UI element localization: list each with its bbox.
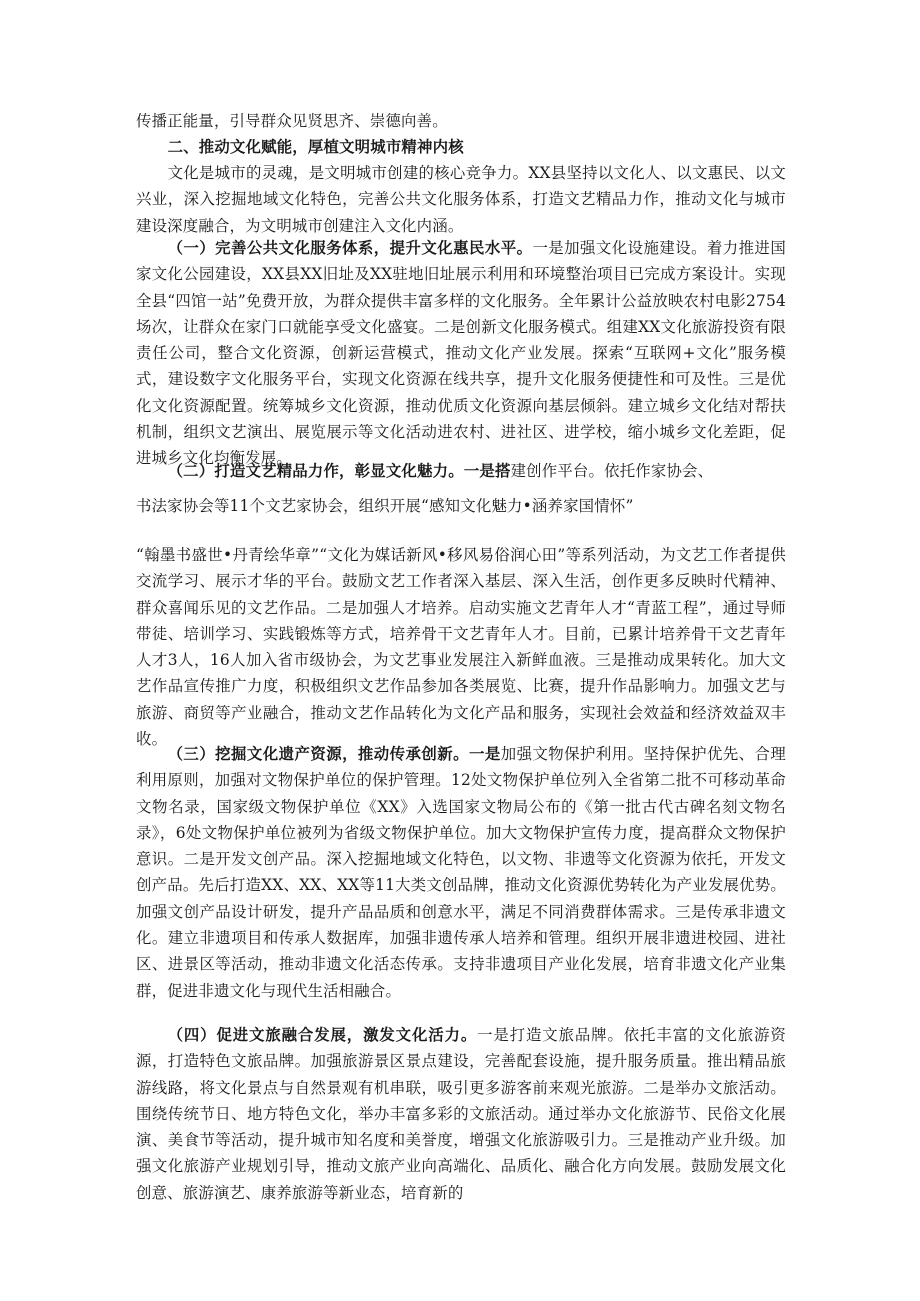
section-two-intro: 文化是城市的灵魂，是文明城市创建的核心竞争力。XX县坚持以文化人、以文惠民、以文兴业，深入挖掘地域文化特色，完善公共文化服务体系，打造文艺精品力作，推动文化与城市建设深度融合，为文明城市创建注入文化内涵。	[136, 164, 786, 235]
subsection-three-paragraph	[136, 741, 786, 1004]
paragraph-tail-text: 传播正能量，引导群众见贤思齐、崇德向善。	[136, 112, 448, 130]
subsection-four-heading: （四）促进文旅融合发展，激发文化活力。	[167, 1026, 478, 1044]
subsection-one-body: 一是加强文化设施建设。着力推进国家文化公园建设，XX县XX旧址及XX驻地旧址展示利用和环境整治项目已完成方案设计。实现全县“四馆一站”免费开放，为群众提供丰富多样的文化服务。全年累计公益放映农村电影2754场次，让群众在家门口就能享受文化盛宴。二是创新文化服务模式。组建XX文化旅游投资有限责任公司，整合文化资源，创新运营模式，推动文化产业发展。探索“互联网+文化”服务模式，建设数字文化服务平台，实现文化资源在线共享，提升文化服务便捷性和可及性。三是优化文化资源配置。统筹城乡文化资源，推动优质文化资源向基层倾斜。建立城乡文化结对帮扶机制，组织文艺演出、展览展示等文化活动进农村、进社区、进学校，缩小城乡文化差距，促进城乡文化均衡发展。	[136, 239, 786, 468]
subsection-four-paragraph	[136, 1022, 786, 1206]
subsection-three-body: 加强文物保护利用。坚持保护优先、合理利用原则，加强对文物保护单位的保护管理。12处文物保护单位列入全省第二批不可移动革命文物名录，国家级文物保护单位《XX》入选国家文物局公布的《第一批古代古碑名刻文物名录》，6处文物保护单位被列为省级文物保护单位。加大文物保护宣传力度，提高群众文物保护意识。二是开发文创产品。深入挖掘地域文化特色，以文物、非遗等文化资源为依托，开发文创产品。先后打造XX、XX、XX等11大类文创品牌，推动文化资源优势转化为产业发展优势。加强文创产品设计研发，提升产品品质和创意水平，满足不同消费群体需求。三是传承非遗文化。建立非遗项目和传承人数据库，加强非遗传承人培养和管理。组织开展非遗进校园、进社区、进景区等活动，推动非遗文化活态传承。支持非遗项目产业化发展，培育非遗文化产业集群，促进非遗文化与现代生活相融合。	[136, 745, 786, 1000]
subsection-two-first-line-rest: 建创作平台。依托作家协会、	[510, 462, 714, 480]
subsection-two-body: “翰墨书盛世•丹青绘华章”“文化为媒话新风•移风易俗润心田”等系列活动，为文艺工作者提供交流学习、展示才华的平台。鼓励文艺工作者深入基层、深入生活，创作更多反映时代精神、群众喜闻乐见的文艺作品。二是加强人才培养。启动实施文艺青年人才“青蓝工程”，通过导师带徒、培训学习、实践锻炼等方式，培养骨干文艺青年人才。目前，已累计培养骨干文艺青年人才3人，16人加入省市级协会，为文艺事业发展注入新鲜血液。三是推动成果转化。加大文艺作品宣传推广力度，积极组织文艺作品参加各类展览、比赛，提升作品影响力。加强文艺与旅游、商贸等产业融合，推动文艺作品转化为文化产品和服务，实现社会效益和经济效益双丰收。	[136, 546, 786, 749]
subsection-two-first-line	[136, 458, 786, 484]
subsection-four-body: 一是打造文旅品牌。依托丰富的文化旅游资源，打造特色文旅品牌。加强旅游景区景点建设，完善配套设施，提升服务质量。推出精品旅游线路，将文化景点与自然景观有机串联，吸引更多游客前来观光旅游。二是举办文旅活动。围绕传统节日、地方特色文化，举办丰富多彩的文旅活动。通过举办文化旅游节、民俗文化展演、美食节等活动，提升城市知名度和美誉度，增强文化旅游吸引力。三是推动产业升级。加强文化旅游产业规划引导，推动文旅产业向高端化、品质化、融合化方向发展。鼓励发展文化创意、旅游演艺、康养旅游等新业态，培育新的	[136, 1026, 786, 1202]
subsection-one-paragraph	[136, 235, 786, 472]
subsection-two-second-line: 书法家协会等11个文艺家协会，组织开展“感知文化魅力•涵养家国情怀”	[136, 497, 634, 515]
subsection-one-heading: （一）完善公共文化服务体系，提升文化惠民水平。	[167, 239, 533, 257]
section-two-heading: 二、推动文化赋能，厚植文明城市精神内核	[167, 138, 464, 156]
subsection-three-heading: （三）挖掘文化遗产资源，推动传承创新。一是	[167, 745, 501, 763]
subsection-two-heading: （二）打造文艺精品力作，彰显文化魅力。一是搭	[167, 462, 511, 480]
